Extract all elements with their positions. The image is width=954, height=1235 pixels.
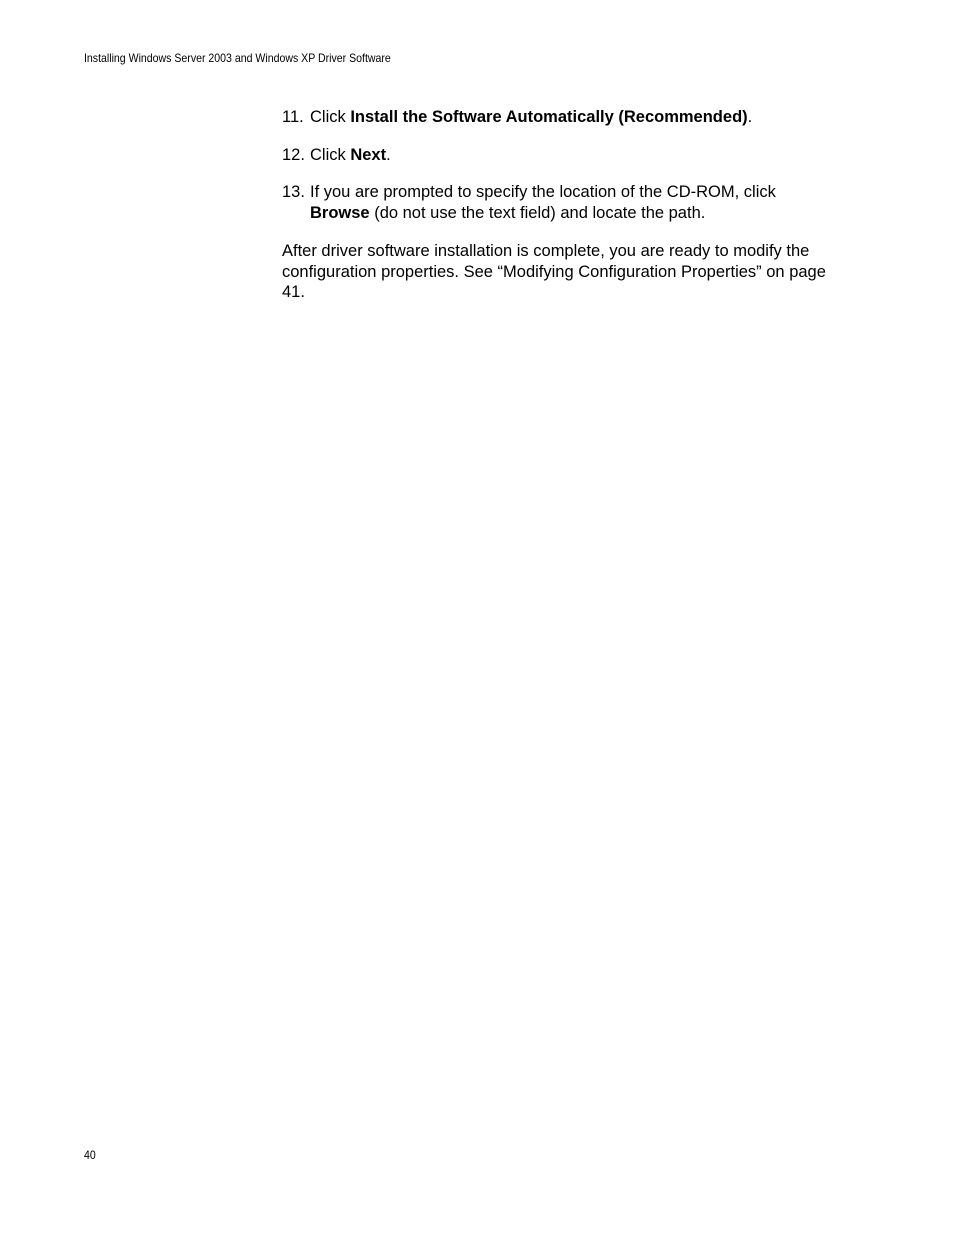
step-suffix: . (747, 108, 753, 126)
step-bold-term: Browse (310, 203, 370, 222)
step-13 (282, 182, 842, 223)
step-line-1: If you are prompted to specify the location of the CD-ROM, click (310, 183, 776, 201)
step-prefix: Click (310, 108, 351, 126)
step-text (310, 107, 842, 128)
step-prefix: Click (310, 145, 351, 164)
step-number: 11. (282, 108, 304, 126)
page-number: 40 (84, 1148, 96, 1162)
closing-paragraph: After driver software installation is complete, you are ready to modify the configuration properties. See “Modifying Configuration Properties” on page 41. (282, 242, 826, 301)
step-11 (282, 107, 842, 128)
page-content (282, 107, 842, 303)
step-bold-term: Install the Software Automatically (Recommended) (350, 108, 748, 126)
step-text (310, 182, 842, 223)
step-suffix: . (386, 145, 391, 164)
step-number: 12. (282, 145, 305, 164)
step-12 (282, 145, 842, 166)
running-header: Installing Windows Server 2003 and Windows XP Driver Software (84, 51, 391, 65)
step-suffix: (do not use the text field) and locate the path. (369, 203, 706, 222)
step-text (310, 145, 842, 166)
step-number: 13. (282, 183, 305, 201)
step-bold-term: Next (350, 145, 387, 164)
